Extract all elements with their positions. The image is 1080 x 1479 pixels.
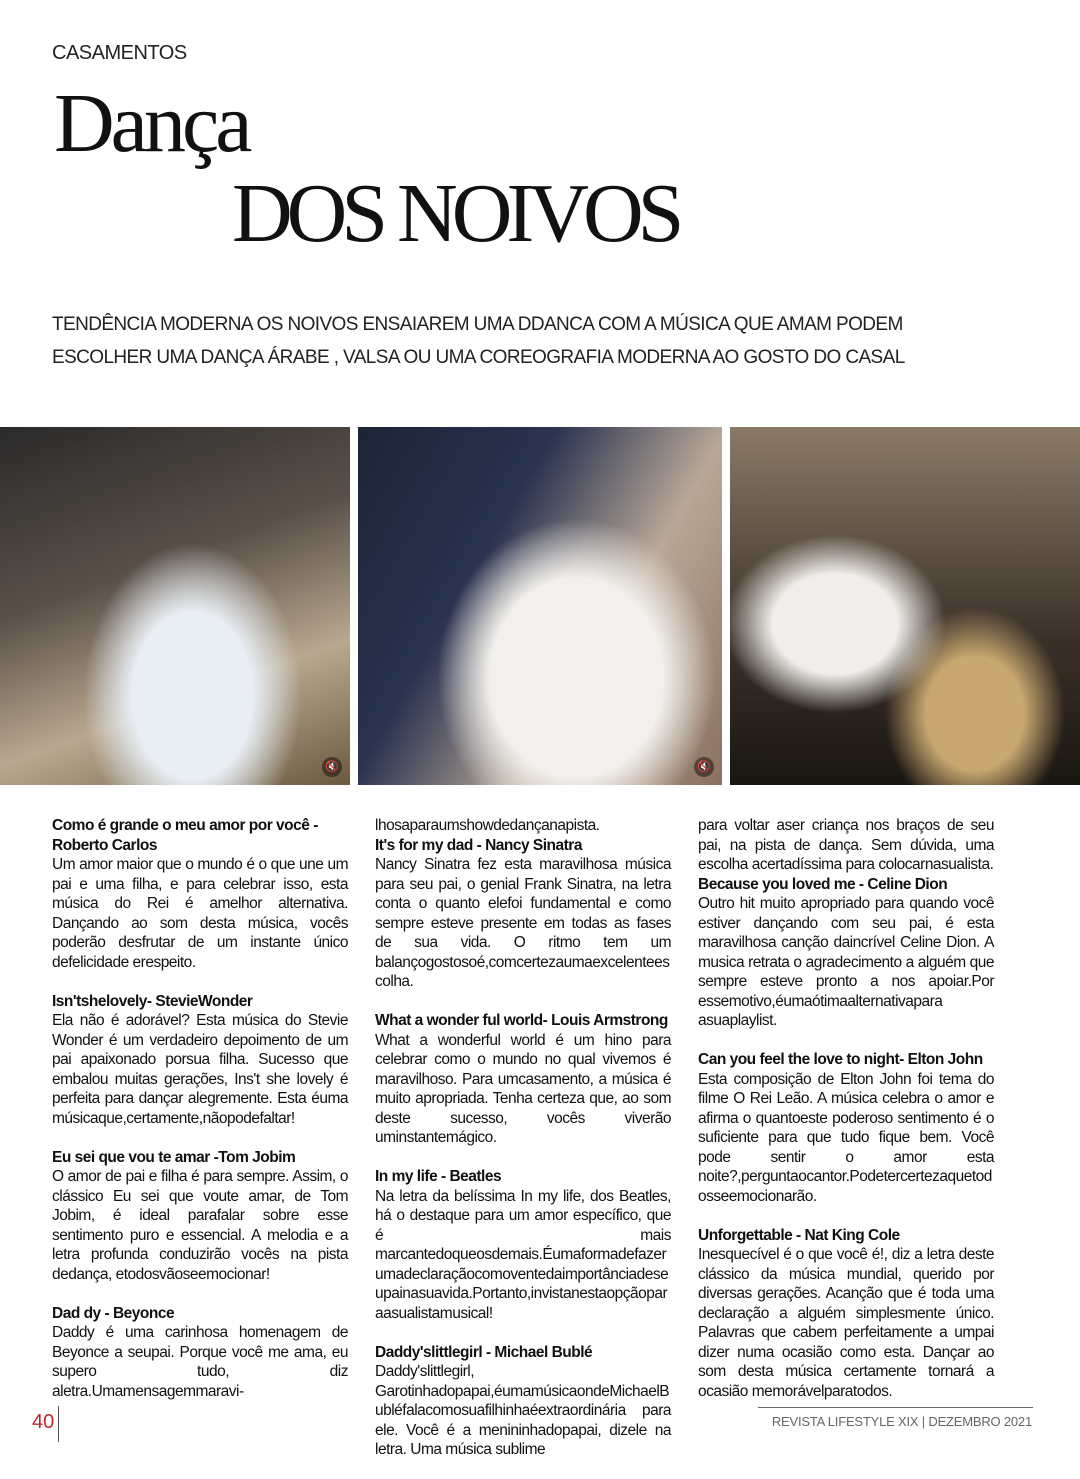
song-title: Dad dy - Beyonce: [52, 1304, 175, 1322]
song-entry: [698, 1226, 994, 1402]
song-entry: [52, 816, 348, 972]
song-title: It's for my dad - Nancy Sinatra: [375, 836, 582, 854]
song-description: Ela não é adorável? Esta música do Stevie Wonder é um verdadeiro depoimento de um pai apaixonado porsua filha. Sucesso que embalou muitas gerações, Ins't she lovely é perfeita para dançar alegremente. Esta éuma músicaque,certamente,nãopodefaltar!: [52, 1012, 348, 1127]
song-entry: [375, 836, 671, 992]
song-title: Isn'tshelovely- StevieWonder: [52, 992, 253, 1010]
song-description: Daddy'slittlegirl, Garotinhadopapai,éumamúsicaondeMichaelBubléfalacomosuafilhinhaéextraordinária para ele. Você é a menininhadopapai, dizele na letra. Uma música sublime: [375, 1363, 671, 1458]
song-entry: [52, 1148, 348, 1285]
continued-text: para voltar aser criança nos braços de seu pai, na pista de dança. Sem dúvida, uma escolha acertadíssima para colocarnasualista.: [698, 817, 994, 873]
page-number-divider: [58, 1406, 59, 1442]
song-description: Inesquecível é o que você é!, diz a letra deste clássico da música mundial, querido por diversas gerações. Acanção que é toda uma declaração a alguém simplesmente único. Palavras que cabem perfeitamente a umpai dizer numa ocasião como esta. Dançar ao som desta música certamente tornará a ocasião memorávelparatodos.: [698, 1246, 994, 1400]
song-title: What a wonder ful world- Louis Armstrong: [375, 1012, 668, 1029]
song-description: Outro hit muito apropriado para quando você estiver dançando com seu pai, é esta maravilhosa canção daincrível Celine Dion. A musica retrata o agradecimento a alguém que sempre esteve pronto a nos apoiar.Por essemotivo,éumaótimaalternativapara asuaplaylist.: [698, 895, 994, 1029]
photo-couple-dancing: [358, 427, 722, 785]
song-entry: [52, 992, 348, 1129]
song-entry: [698, 875, 994, 1031]
footer-rule: [758, 1407, 1033, 1408]
song-description: O amor de pai e filha é para sempre. Assim, o clássico Eu sei que voute amar, de Tom Jobim, é ideal parafalar sobre esse sentimento puro e essencial. A melodia e a letra profunda conduzirão vocês na pista dedança, etodosvãoseemocionar!: [52, 1168, 348, 1283]
page-title-line2: DOS NOIVOS: [232, 167, 679, 260]
song-entry: [375, 1167, 671, 1323]
publication-footer: REVISTA LIFESTYLE XIX | DEZEMBRO 2021: [771, 1414, 1032, 1429]
photo-strip: [0, 427, 1080, 785]
mute-icon: 🔇: [322, 757, 342, 777]
song-title: In my life - Beatles: [375, 1168, 502, 1185]
song-description: Nancy Sinatra fez esta maravilhosa música para seu pai, o genial Frank Sinatra, na letra conta o quanto elefoi fundamental e como sempre esteve presente em todas as fases de sua vida. O ritmo tem um balançogostosoé,comcertezaumaexcelenteescolha.: [375, 856, 671, 990]
continued-text: lhosaparaumshowdedançanapista.: [375, 817, 600, 834]
article-column-3: [698, 816, 994, 1421]
song-title: Unforgettable - Nat King Cole: [698, 1226, 900, 1244]
section-label: CASAMENTOS: [52, 42, 187, 64]
song-title: Como é grande o meu amor por você - Roberto Carlos: [52, 817, 318, 854]
song-entry: [698, 1050, 994, 1206]
song-description: Esta composição de Elton John foi tema do filme O Rei Leão. A música celebra o amor e afirma o quantoeste poderoso sentimento é o suficiente para que tudo fique bem. Você pode sentir o amor esta noite?,perguntaocantor.Podetercertezaquetodosseemocionarão.: [698, 1070, 994, 1205]
song-entry: [375, 1011, 671, 1148]
song-entry: [375, 1343, 671, 1460]
page-number: 40: [32, 1411, 55, 1433]
song-description: Um amor maior que o mundo é o que une um pai e uma filha, e para celebrar isso, esta música do Rei é amelhor alternativa. Dançando ao som desta música, vocês poderão desfrutar de um instante único defelicidade erespeito.: [52, 856, 348, 971]
article-column-1: [52, 816, 348, 1421]
song-entry: [52, 1304, 348, 1402]
photo-bride-dancing: [0, 427, 350, 785]
song-title: Because you loved me - Celine Dion: [698, 875, 948, 893]
song-title: Eu sei que vou te amar -Tom Jobim: [52, 1148, 296, 1166]
lead-line-2: ESCOLHER UMA DANÇA ÁRABE , VALSA OU UMA COREOGRAFIA MODERNA AO GOSTO DO CASAL: [52, 347, 905, 368]
lead-text: [52, 308, 1042, 374]
article-column-2: [375, 816, 671, 1479]
mute-icon: 🔇: [694, 757, 714, 777]
lead-line-1: TENDÊNCIA MODERNA OS NOIVOS ENSAIAREM UMA DDANCA COM A MÚSICA QUE AMAM PODEM: [52, 314, 903, 335]
page-title-line1: Dança: [54, 77, 249, 170]
song-description: What a wonderful world é um hino para celebrar como o mundo no qual vivemos é maravilhoso. Para umcasamento, a música é muito apropriada. Tenha certeza que, ao som deste sucesso, vocês viverão uminstantemágico.: [375, 1031, 671, 1146]
song-title: Can you feel the love to night- Elton John: [698, 1051, 983, 1068]
photo-couple-celebrating: [730, 427, 1080, 785]
song-description: Na letra da belíssima In my life, dos Beatles, há o destaque para um amor específico, que é mais marcantedoqueosdemais.Éumaformadefazerumadeclaraçãocomoventedaimportânciadeseupainasuavida.Portanto,invistanestaopçãoparaasualistamusical!: [375, 1187, 671, 1322]
song-description: Daddy é uma carinhosa homenagem de Beyonce a seupai. Porque você me ama, eu supero tudo, diz aletra.Umamensagemmaravi-: [52, 1324, 348, 1400]
song-title: Daddy'slittlegirl - Michael Bublé: [375, 1343, 593, 1361]
